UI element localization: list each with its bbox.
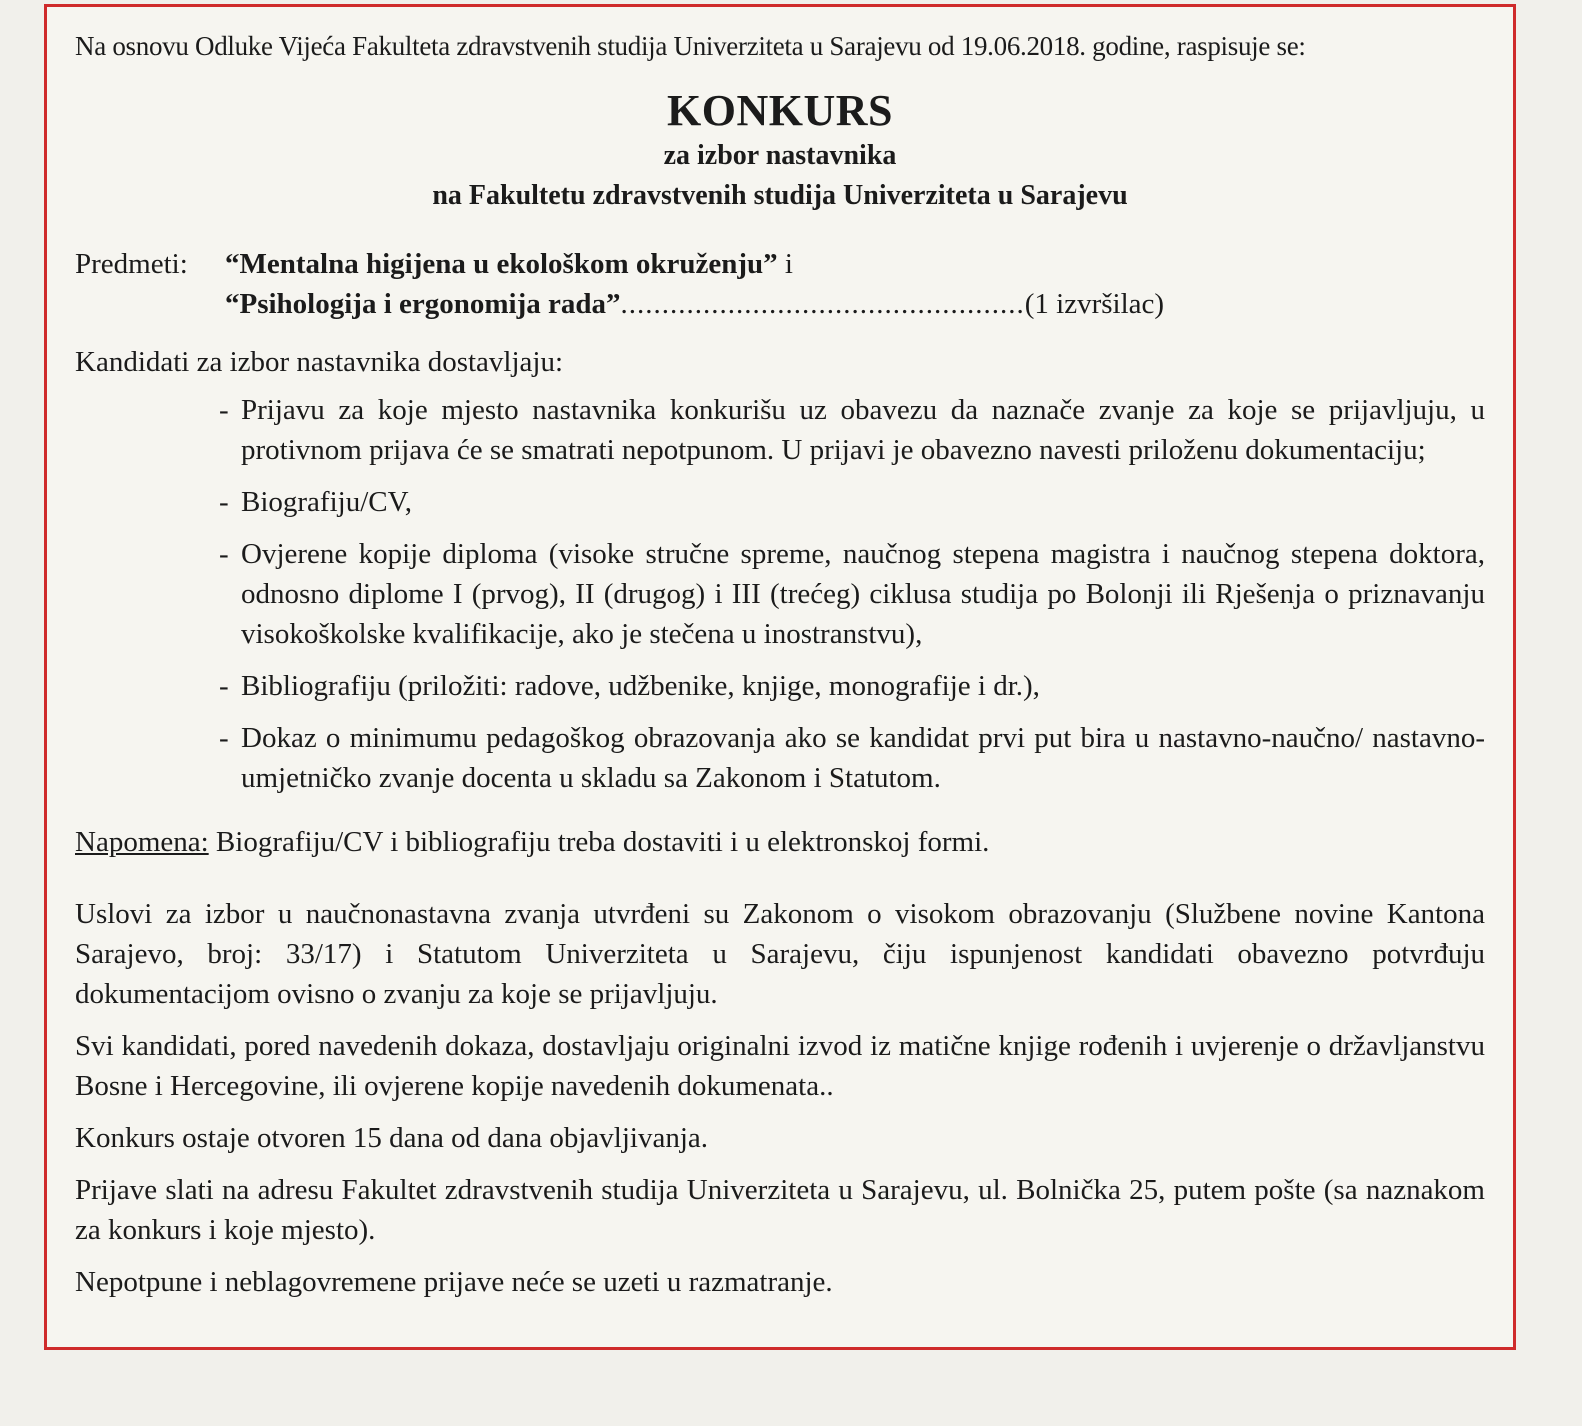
announcement-frame	[44, 4, 1516, 1350]
list-item: - Ovjerene kopije diploma (visoke stručne spreme, naučnog stepena magistra i naučnog stepena doktora, odnosno diplome I (prvog), II (drugog) i III (trećeg) ciklusa studija po Bolonji ili Rješenja o priznavanju visokoškolske kvalifikacije, ako je stečena u inostranstvu),	[219, 538, 1485, 650]
subject-count: (1 izvršilac)	[1024, 288, 1165, 320]
candidates-intro: Kandidati za izbor nastavnika dostavljaju:	[75, 346, 564, 378]
paragraph: Svi kandidati, pored navedenih dokaza, dostavljaju originalni izvod iz matične knjige rođenih i uvjerenje o državljanstvu Bosne i Hercegovine, ili ovjerene kopije navedenih dokumenata..	[75, 1030, 1485, 1102]
note-text: Biografiju/CV i bibliografiju treba dostaviti i u elektronskoj formi.	[208, 826, 990, 858]
document-subtitle-1: za izbor nastavnika	[663, 140, 897, 171]
subject-2: “Psihologija i ergonomija rada”	[225, 288, 621, 320]
paragraph: Konkurs ostaje otvoren 15 dana od dana objavljivanja.	[75, 1122, 709, 1154]
document-title: KONKURS	[667, 86, 893, 135]
requirements-list	[219, 390, 1485, 798]
announcement-body	[75, 31, 1485, 1302]
list-item: - Bibliografiju (priložiti: radove, udžbenike, knjige, monografije i dr.),	[219, 670, 1040, 702]
intro-text: Na osnovu Odluke Vijeća Fakulteta zdravstvenih studija Univerziteta u Sarajevu od 19.06.2018. godine, raspisuje se:	[75, 31, 1306, 61]
subject-1-tail: i	[777, 248, 793, 280]
list-item: - Biografiju/CV,	[219, 486, 413, 518]
note	[75, 822, 1485, 862]
list-item: - Dokaz o minimumu pedagoškog obrazovanja ako se kandidat prvi put bira u nastavno-naučno/ nastavno-umjetničko zvanje docenta u skladu sa Zakonom i Statutom.	[219, 722, 1485, 794]
list-item: - Prijavu za koje mjesto nastavnika konkurišu uz obavezu da naznače zvanje za koje se prijavljuju, u protivnom prijava će se smatrati nepotpunom. U prijavi je obavezno navesti priloženu dokumentaciju;	[219, 394, 1485, 466]
note-label: Napomena:	[75, 826, 209, 858]
subjects-block	[75, 244, 1485, 324]
subjects-label: Predmeti:	[75, 248, 188, 280]
subject-1: “Mentalna higijena u ekološkom okruženju”	[225, 248, 778, 280]
subject-dots: .................................................	[620, 288, 1025, 320]
document-subtitle-2: na Fakultetu zdravstvenih studija Univerziteta u Sarajevu	[432, 180, 1128, 211]
paragraph: Uslovi za izbor u naučnonastavna zvanja utvrđeni su Zakonom o visokom obrazovanju (Službene novine Kantona Sarajevo, broj: 33/17) i Statutom Univerziteta u Sarajevu, čiju ispunjenost kandidati obavezno potvrđuju dokumentacijom ovisno o zvanju za koje se prijavljuju.	[75, 898, 1485, 1010]
paragraph: Prijave slati na adresu Fakultet zdravstvenih studija Univerziteta u Sarajevu, ul. Bolnička 25, putem pošte (sa naznakom za konkurs i koje mjesto).	[75, 1174, 1485, 1246]
paragraph: Nepotpune i neblagovremene prijave neće se uzeti u razmatranje.	[75, 1266, 833, 1298]
